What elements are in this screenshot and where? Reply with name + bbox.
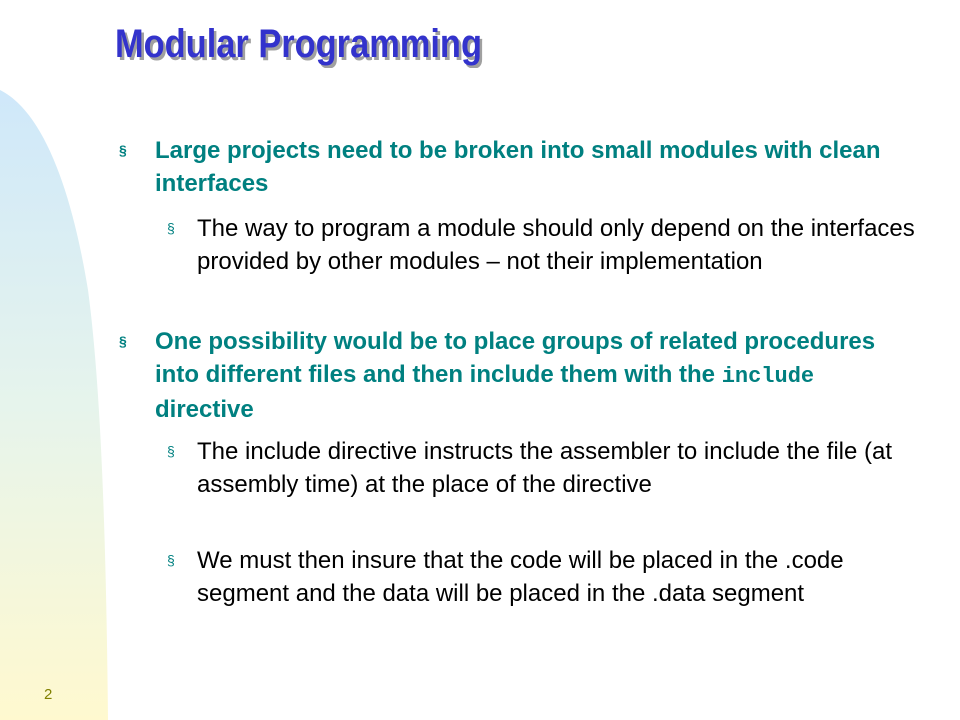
- include-code: include: [721, 364, 815, 389]
- bullet-icon: §: [167, 552, 175, 568]
- bullet-text-before: One possibility would be to place groups of related procedures into different files and then include them with the: [155, 328, 876, 388]
- bullet-icon: §: [119, 333, 127, 349]
- slide-title: Modular Programming: [115, 22, 482, 66]
- sub-bullet-item-1: [167, 212, 932, 278]
- bullet-icon: §: [167, 443, 175, 459]
- page-number: 2: [44, 686, 53, 703]
- bullet-item-2: [119, 325, 915, 426]
- bullet-icon: §: [167, 220, 175, 236]
- bullet-item-1: [119, 134, 915, 200]
- sub-bullet-item-3: [167, 544, 932, 610]
- sub-bullet-item-2: [167, 435, 932, 501]
- bullet-text-after: directive: [155, 396, 254, 423]
- bullet-icon: §: [119, 142, 127, 158]
- left-gradient-decoration: [0, 0, 130, 720]
- bullet-text: The way to program a module should only depend on the interfaces provided by other modules – not their implementation: [197, 215, 915, 275]
- bullet-text: Large projects need to be broken into small modules with clean interfaces: [155, 137, 881, 197]
- bullet-text: [155, 328, 875, 423]
- bullet-text: We must then insure that the code will be placed in the .code segment and the data will be placed in the .data segment: [197, 547, 844, 607]
- bullet-text: The include directive instructs the assembler to include the file (at assembly time) at the place of the directive: [197, 438, 893, 498]
